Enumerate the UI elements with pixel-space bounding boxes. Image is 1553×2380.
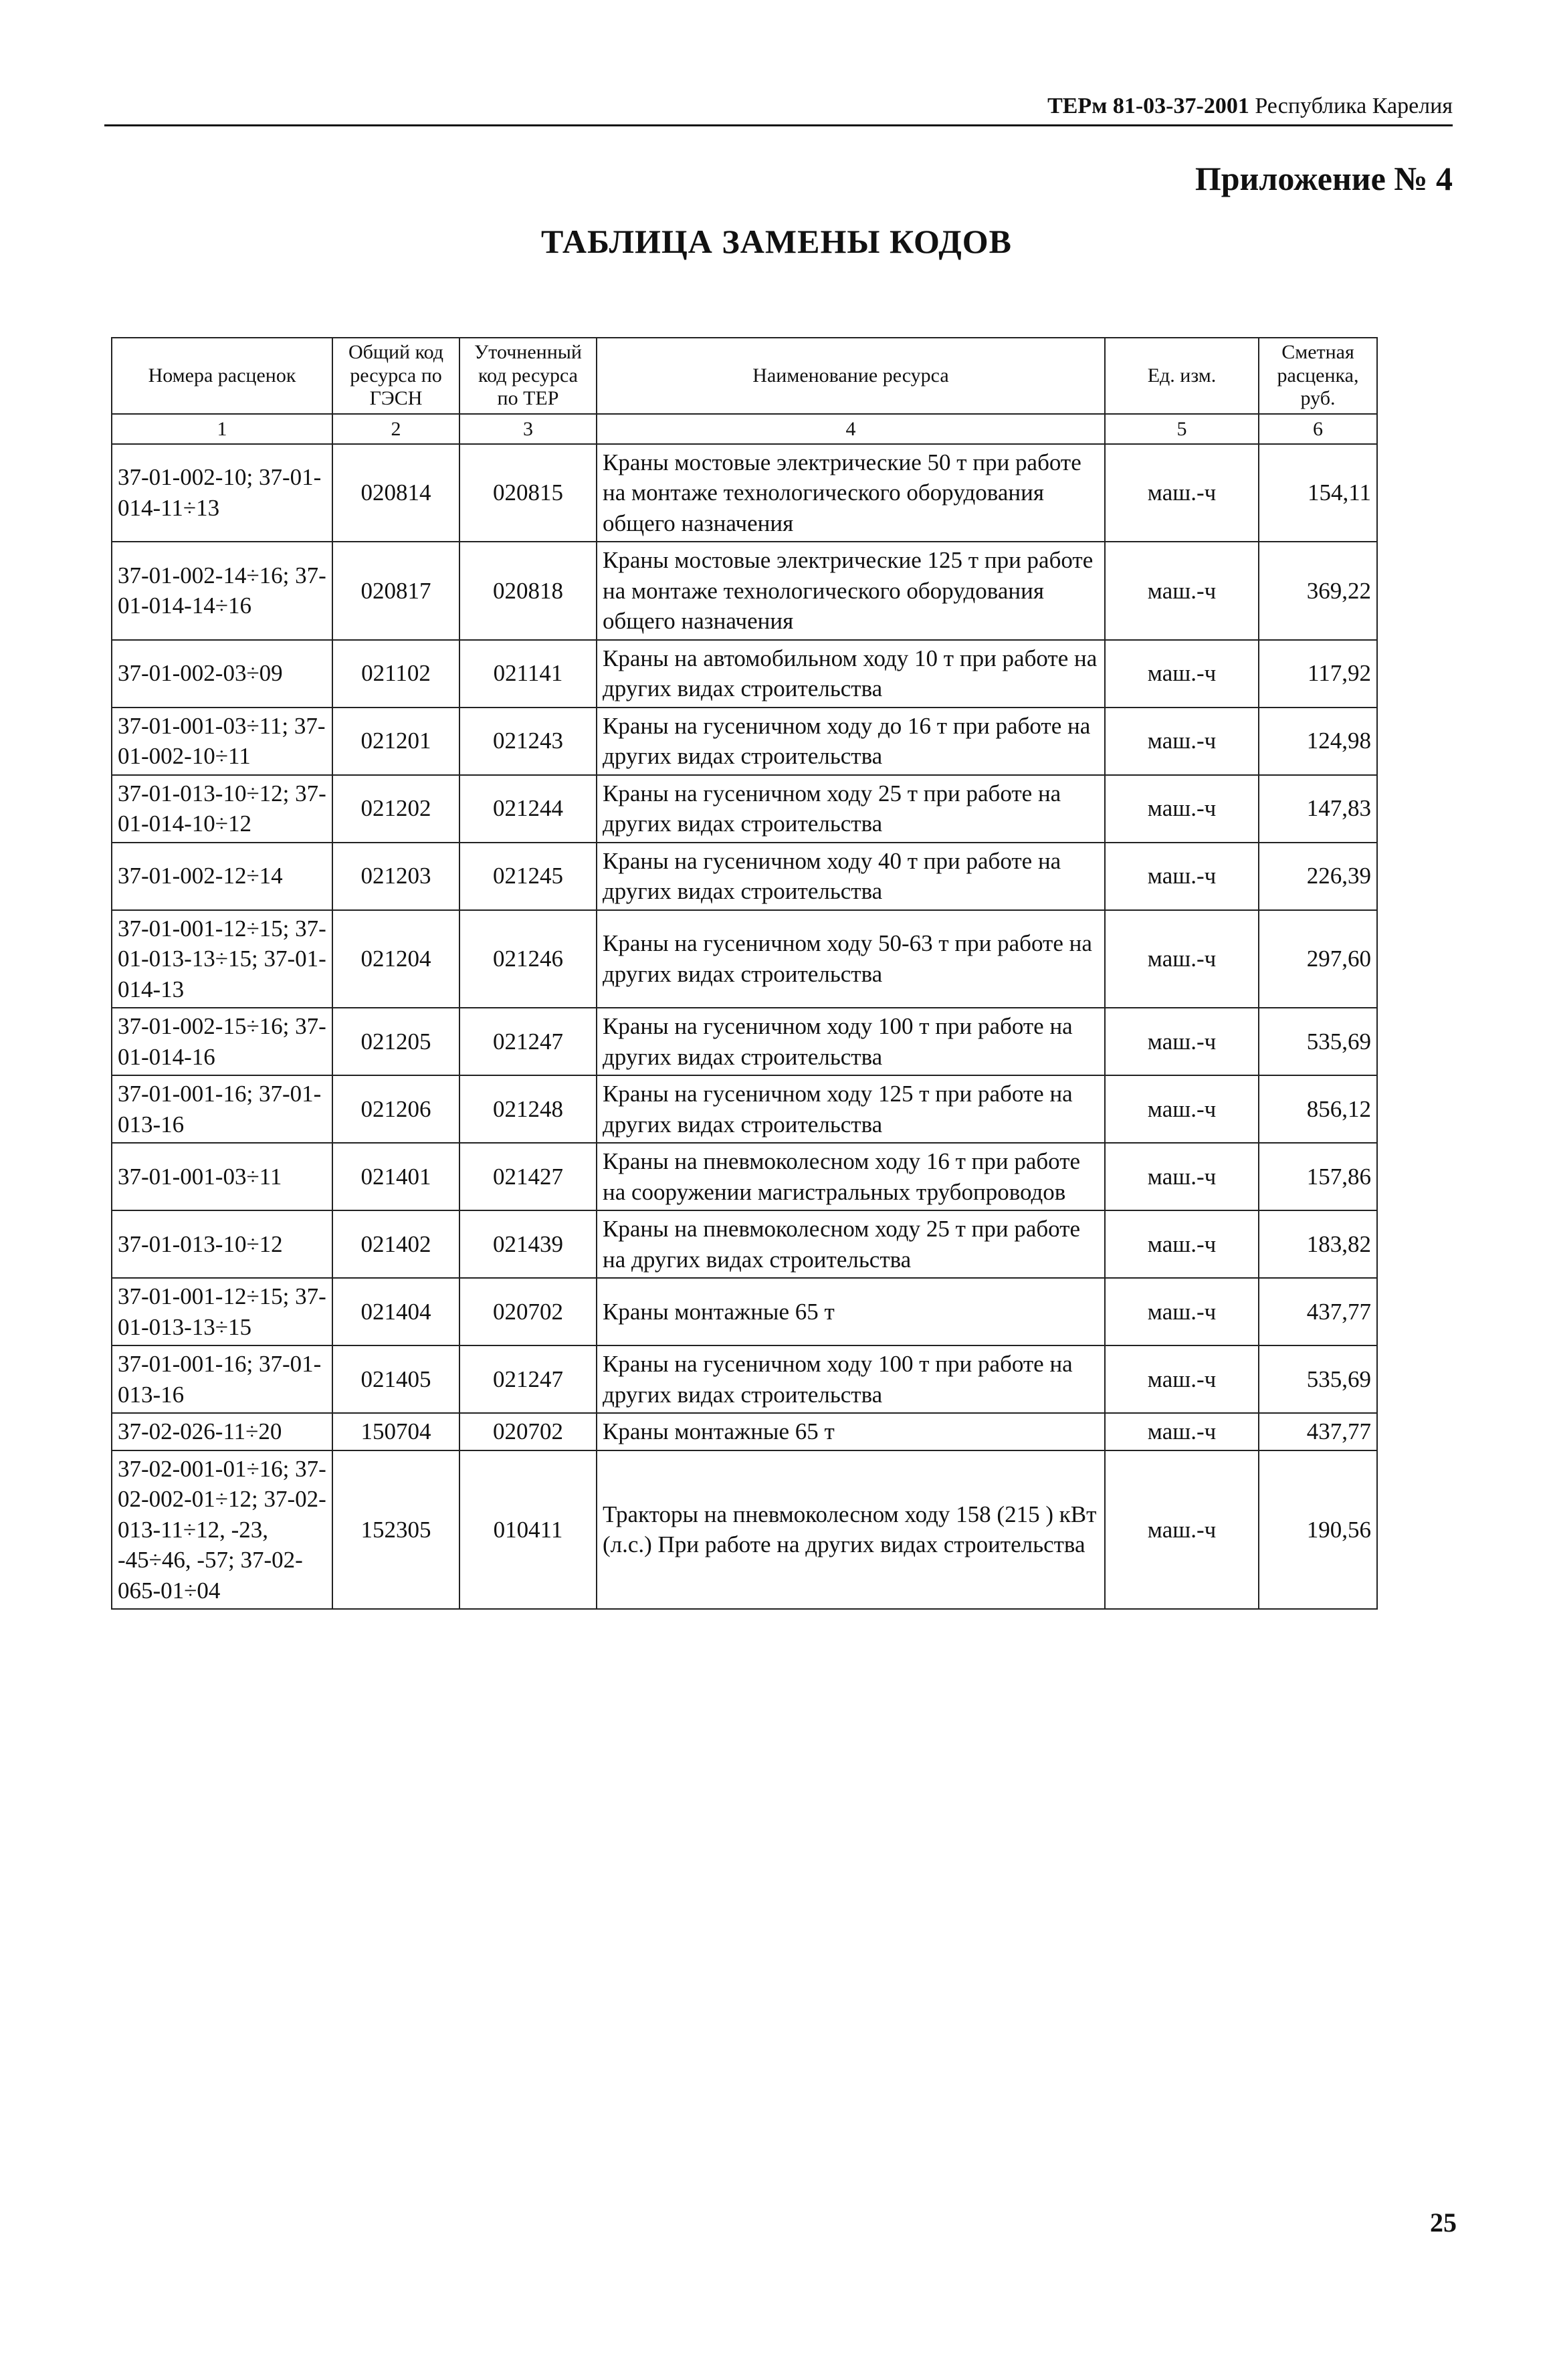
ter-code-cell: 021246	[459, 910, 597, 1008]
unit-cell: маш.-ч	[1105, 775, 1259, 843]
gesn-code-cell: 021203	[332, 843, 459, 910]
resource-name-cell: Краны на гусеничном ходу 100 т при работе на других видах строительства	[597, 1345, 1105, 1413]
price-cell: 147,83	[1259, 775, 1377, 843]
table-header-row	[112, 338, 1377, 414]
table-row	[112, 1413, 1377, 1450]
resource-name-cell: Краны на гусеничном ходу до 16 т при работе на других видах строительства	[597, 708, 1105, 775]
column-header-rates: Номера расценок	[112, 338, 332, 414]
region-name: Республика Карелия	[1255, 94, 1453, 118]
resource-name-cell: Краны мостовые электрические 50 т при работе на монтаже технологического оборудования общего назначения	[597, 444, 1105, 542]
table-row	[112, 542, 1377, 640]
rate-numbers-cell: 37-01-013-10÷12; 37-01-014-10÷12	[112, 775, 332, 843]
resource-name-cell: Краны на пневмоколесном ходу 16 т при работе на сооружении магистральных трубопроводов	[597, 1143, 1105, 1210]
rate-numbers-cell: 37-01-001-12÷15; 37-01-013-13÷15; 37-01-014-13	[112, 910, 332, 1008]
unit-cell: маш.-ч	[1105, 444, 1259, 542]
ter-code-cell: 020818	[459, 542, 597, 640]
unit-cell: маш.-ч	[1105, 1008, 1259, 1075]
page-title: ТАБЛИЦА ЗАМЕНЫ КОДОВ	[540, 223, 1012, 260]
rate-numbers-cell: 37-01-001-16; 37-01-013-16	[112, 1075, 332, 1143]
document-code: ТЕРм 81-03-37-2001	[1047, 94, 1249, 118]
price-cell: 297,60	[1259, 910, 1377, 1008]
unit-cell: маш.-ч	[1105, 843, 1259, 910]
resource-name-cell: Краны на гусеничном ходу 50-63 т при работе на других видах строительства	[597, 910, 1105, 1008]
table-row	[112, 1210, 1377, 1278]
column-header-ter-code: Уточненный код ресурса по ТЕР	[459, 338, 597, 414]
rate-numbers-cell: 37-01-001-16; 37-01-013-16	[112, 1345, 332, 1413]
resource-name-cell: Краны монтажные 65 т	[597, 1278, 1105, 1345]
unit-cell: маш.-ч	[1105, 708, 1259, 775]
price-cell: 437,77	[1259, 1413, 1377, 1450]
code-replacement-table	[111, 337, 1378, 1610]
table-row	[112, 1143, 1377, 1210]
table-row	[112, 843, 1377, 910]
column-number: 6	[1259, 414, 1377, 444]
table-row	[112, 1450, 1377, 1610]
ter-code-cell: 020702	[459, 1413, 597, 1450]
column-number: 2	[332, 414, 459, 444]
gesn-code-cell: 021402	[332, 1210, 459, 1278]
gesn-code-cell: 021201	[332, 708, 459, 775]
gesn-code-cell: 150704	[332, 1413, 459, 1450]
resource-name-cell: Тракторы на пневмоколесном ходу 158 (215 ) кВт (л.с.) При работе на других видах строительства	[597, 1450, 1105, 1610]
ter-code-cell: 021248	[459, 1075, 597, 1143]
column-number: 1	[112, 414, 332, 444]
rate-numbers-cell: 37-01-001-03÷11; 37-01-002-10÷11	[112, 708, 332, 775]
ter-code-cell: 010411	[459, 1450, 597, 1610]
unit-cell: маш.-ч	[1105, 640, 1259, 708]
page-number: 25	[1430, 2207, 1457, 2238]
unit-cell: маш.-ч	[1105, 1345, 1259, 1413]
unit-cell: маш.-ч	[1105, 1143, 1259, 1210]
resource-name-cell: Краны на гусеничном ходу 25 т при работе на других видах строительства	[597, 775, 1105, 843]
table-row	[112, 708, 1377, 775]
ter-code-cell: 020702	[459, 1278, 597, 1345]
table-row	[112, 1008, 1377, 1075]
gesn-code-cell: 021405	[332, 1345, 459, 1413]
rate-numbers-cell: 37-01-002-14÷16; 37-01-014-14÷16	[112, 542, 332, 640]
column-number: 3	[459, 414, 597, 444]
resource-name-cell: Краны монтажные 65 т	[597, 1413, 1105, 1450]
ter-code-cell: 021141	[459, 640, 597, 708]
table-row	[112, 640, 1377, 708]
gesn-code-cell: 021206	[332, 1075, 459, 1143]
unit-cell: маш.-ч	[1105, 1075, 1259, 1143]
rate-numbers-cell: 37-01-002-15÷16; 37-01-014-16	[112, 1008, 332, 1075]
ter-code-cell: 021243	[459, 708, 597, 775]
gesn-code-cell: 021404	[332, 1278, 459, 1345]
resource-name-cell: Краны на гусеничном ходу 125 т при работе на других видах строительства	[597, 1075, 1105, 1143]
ter-code-cell: 021247	[459, 1345, 597, 1413]
ter-code-cell: 021244	[459, 775, 597, 843]
ter-code-cell: 020815	[459, 444, 597, 542]
rate-numbers-cell: 37-01-001-03÷11	[112, 1143, 332, 1210]
unit-cell: маш.-ч	[1105, 1278, 1259, 1345]
price-cell: 437,77	[1259, 1278, 1377, 1345]
price-cell: 124,98	[1259, 708, 1377, 775]
gesn-code-cell: 021102	[332, 640, 459, 708]
column-number-row	[112, 414, 1377, 444]
price-cell: 154,11	[1259, 444, 1377, 542]
table-row	[112, 910, 1377, 1008]
unit-cell: маш.-ч	[1105, 1413, 1259, 1450]
price-cell: 117,92	[1259, 640, 1377, 708]
price-cell: 157,86	[1259, 1143, 1377, 1210]
unit-cell: маш.-ч	[1105, 910, 1259, 1008]
gesn-code-cell: 021205	[332, 1008, 459, 1075]
gesn-code-cell: 020814	[332, 444, 459, 542]
rate-numbers-cell: 37-01-013-10÷12	[112, 1210, 332, 1278]
rate-numbers-cell: 37-01-001-12÷15; 37-01-013-13÷15	[112, 1278, 332, 1345]
column-header-price: Сметная расценка, руб.	[1259, 338, 1377, 414]
gesn-code-cell: 020817	[332, 542, 459, 640]
ter-code-cell: 021247	[459, 1008, 597, 1075]
gesn-code-cell: 021202	[332, 775, 459, 843]
resource-name-cell: Краны на пневмоколесном ходу 25 т при работе на других видах строительства	[597, 1210, 1105, 1278]
table-row	[112, 444, 1377, 542]
gesn-code-cell: 152305	[332, 1450, 459, 1610]
column-header-resource-name: Наименование ресурса	[597, 338, 1105, 414]
unit-cell: маш.-ч	[1105, 1450, 1259, 1610]
ter-code-cell: 021245	[459, 843, 597, 910]
price-cell: 535,69	[1259, 1345, 1377, 1413]
gesn-code-cell: 021401	[332, 1143, 459, 1210]
rate-numbers-cell: 37-01-002-03÷09	[112, 640, 332, 708]
ter-code-cell: 021439	[459, 1210, 597, 1278]
ter-code-cell: 021427	[459, 1143, 597, 1210]
unit-cell: маш.-ч	[1105, 1210, 1259, 1278]
table-row	[112, 1345, 1377, 1413]
appendix-label: Приложение № 4	[1195, 160, 1453, 197]
gesn-code-cell: 021204	[332, 910, 459, 1008]
rate-numbers-cell: 37-01-002-10; 37-01-014-11÷13	[112, 444, 332, 542]
price-cell: 856,12	[1259, 1075, 1377, 1143]
price-cell: 190,56	[1259, 1450, 1377, 1610]
price-cell: 183,82	[1259, 1210, 1377, 1278]
table-body	[112, 444, 1377, 1610]
column-header-unit: Ед. изм.	[1105, 338, 1259, 414]
rate-numbers-cell: 37-02-026-11÷20	[112, 1413, 332, 1450]
table-row	[112, 1075, 1377, 1143]
table-row	[112, 1278, 1377, 1345]
price-cell: 226,39	[1259, 843, 1377, 910]
price-cell: 369,22	[1259, 542, 1377, 640]
column-number: 4	[597, 414, 1105, 444]
resource-name-cell: Краны на автомобильном ходу 10 т при работе на других видах строительства	[597, 640, 1105, 708]
resource-name-cell: Краны на гусеничном ходу 40 т при работе на других видах строительства	[597, 843, 1105, 910]
rate-numbers-cell: 37-01-002-12÷14	[112, 843, 332, 910]
column-header-gesn-code: Общий код ресурса по ГЭСН	[332, 338, 459, 414]
unit-cell: маш.-ч	[1105, 542, 1259, 640]
rate-numbers-cell: 37-02-001-01÷16; 37-02-002-01÷12; 37-02-013-11÷12, -23, -45÷46, -57; 37-02-065-01÷04	[112, 1450, 332, 1610]
running-header	[104, 94, 1453, 126]
table-row	[112, 775, 1377, 843]
column-number: 5	[1105, 414, 1259, 444]
resource-name-cell: Краны мостовые электрические 125 т при работе на монтаже технологического оборудования общего назначения	[597, 542, 1105, 640]
price-cell: 535,69	[1259, 1008, 1377, 1075]
resource-name-cell: Краны на гусеничном ходу 100 т при работе на других видах строительства	[597, 1008, 1105, 1075]
